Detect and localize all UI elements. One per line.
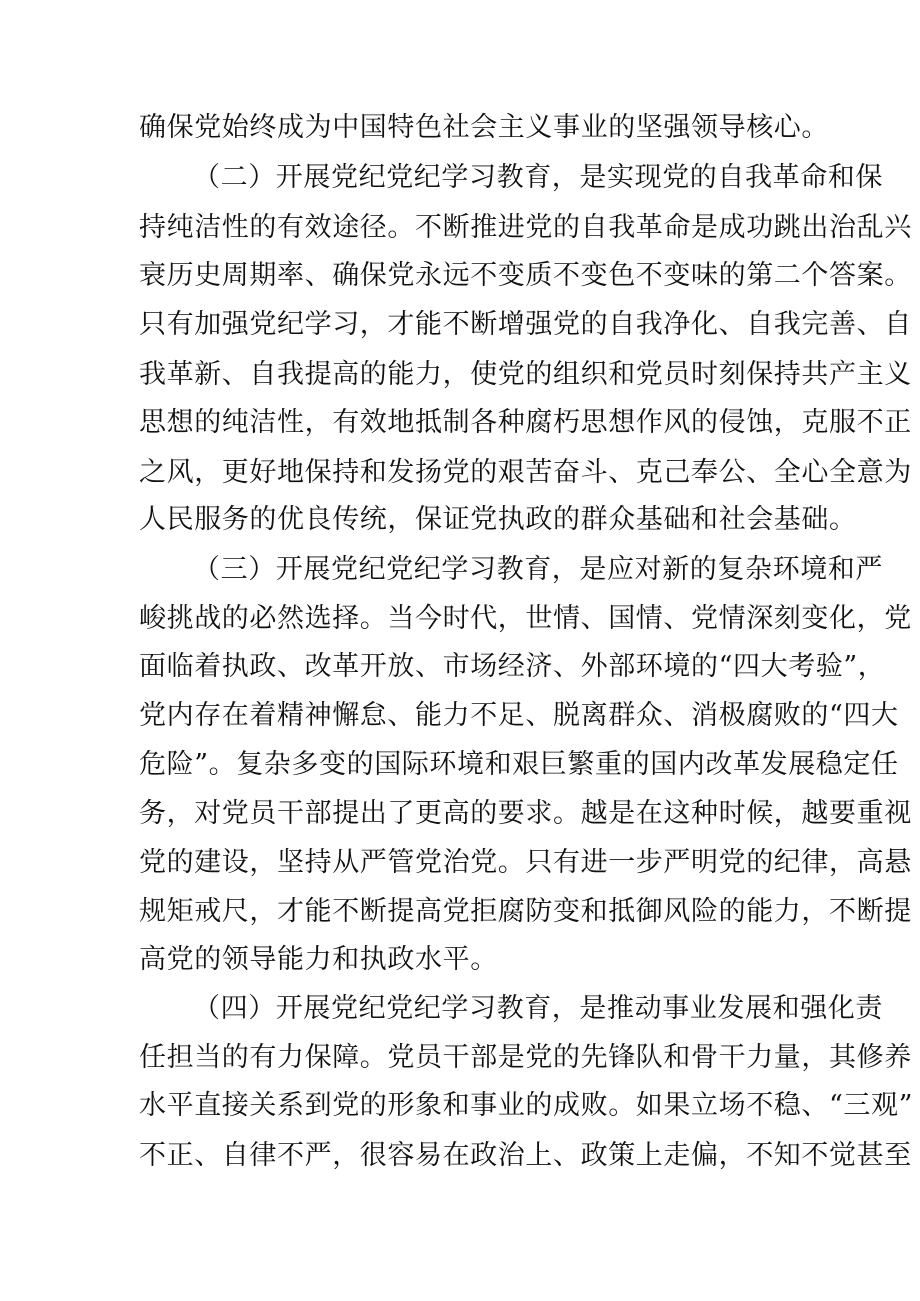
text-line: 峻挑战的必然选择。当今时代，世情、国情、党情深刻变化，党 bbox=[139, 603, 912, 634]
text-line: 确保党始终成为中国特色社会主义事业的坚强领导核心。 bbox=[139, 112, 829, 143]
text-line: 规矩戒尺，才能不断提高党拒腐防变和抵御风险的能力，不断提 bbox=[139, 896, 912, 927]
text-line: 思想的纯洁性，有效地抵制各种腐朽思想作风的侵蚀，克服不正 bbox=[139, 407, 912, 438]
text-line: 人民服务的优良传统，保证党执政的群众基础和社会基础。 bbox=[139, 504, 857, 535]
text-line: 任担当的有力保障。党员干部是党的先锋队和骨干力量，其修养 bbox=[139, 1042, 912, 1073]
text-line: 水平直接关系到党的形象和事业的成败。如果立场不稳、“三观” bbox=[139, 1090, 914, 1121]
text-line: 面临着执政、改革开放、市场经济、外部环境的“四大考验”， bbox=[139, 651, 886, 682]
text-line: 我革新、自我提高的能力，使党的组织和党员时刻保持共产主义 bbox=[139, 359, 912, 390]
text-line: （四）开展党纪党纪学习教育，是推动事业发展和强化责 bbox=[193, 993, 883, 1024]
text-line: 党的建设，坚持从严管党治党。只有进一步严明党的纪律，高悬 bbox=[139, 847, 912, 878]
text-line: （二）开展党纪党纪学习教育，是实现党的自我革命和保 bbox=[193, 162, 883, 193]
text-line: 高党的领导能力和执政水平。 bbox=[139, 944, 498, 975]
text-line: 不正、自律不严，很容易在政治上、政策上走偏，不知不觉甚至 bbox=[139, 1140, 912, 1171]
text-line: 之风，更好地保持和发扬党的艰苦奋斗、克己奉公、全心全意为 bbox=[139, 457, 912, 488]
text-line: 只有加强党纪学习，才能不断增强党的自我净化、自我完善、自 bbox=[139, 309, 912, 340]
text-line: （三）开展党纪党纪学习教育，是应对新的复杂环境和严 bbox=[193, 554, 883, 585]
text-line: 危险”。复杂多变的国际环境和艰巨繁重的国内改革发展稳定任 bbox=[139, 749, 899, 780]
text-line: 务，对党员干部提出了更高的要求。越是在这种时候，越要重视 bbox=[139, 798, 912, 829]
text-line: 衰历史周期率、确保党永远不变质不变色不变味的第二个答案。 bbox=[139, 260, 912, 291]
text-line: 持纯洁性的有效途径。不断推进党的自我革命是成功跳出治乱兴 bbox=[139, 212, 912, 243]
text-line: 党内存在着精神懈怠、能力不足、脱离群众、消极腐败的“四大 bbox=[139, 700, 899, 731]
